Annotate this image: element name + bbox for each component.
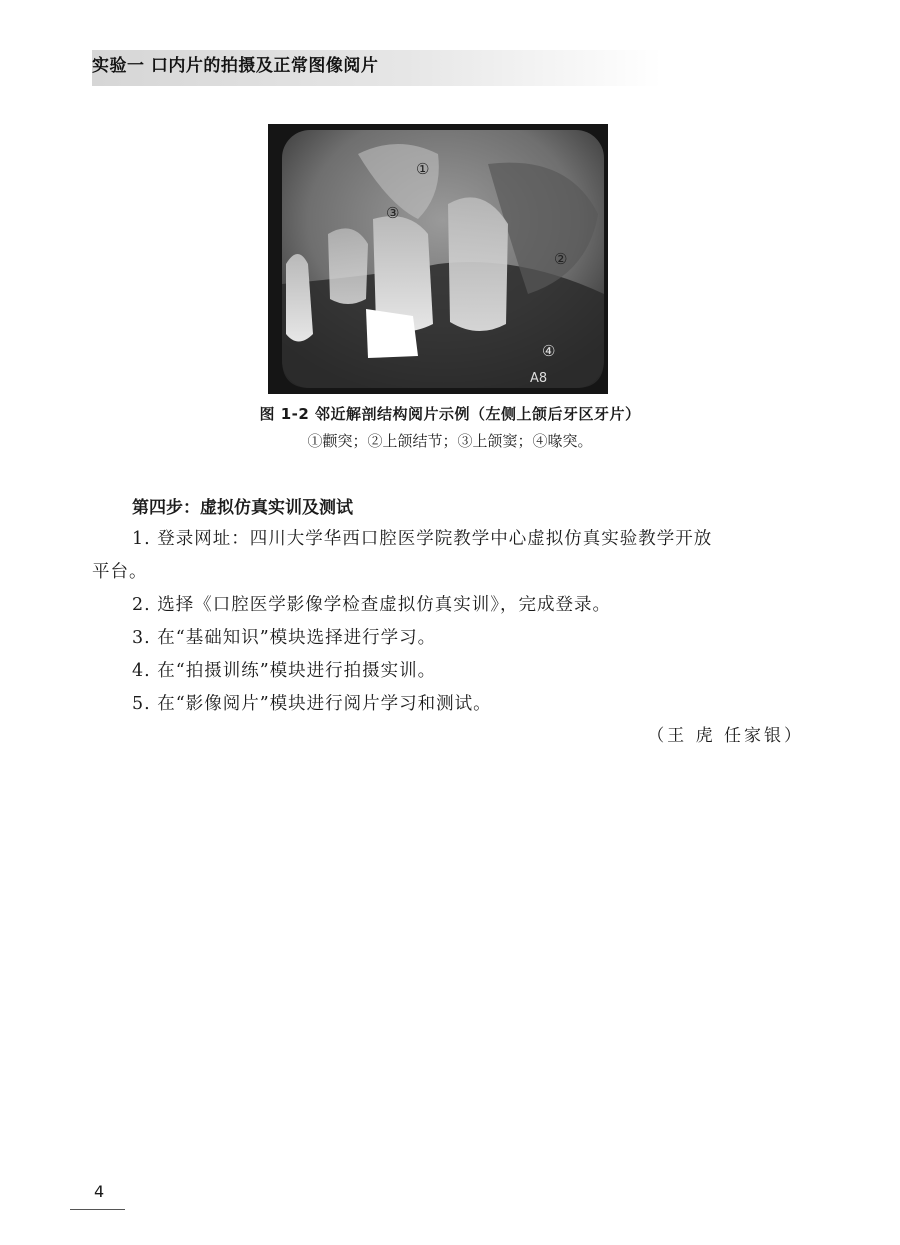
list-item-4: 4. 在“拍摄训练”模块进行拍摄实训。 bbox=[132, 661, 437, 681]
list-item-1: 1. 登录网址：四川大学华西口腔医学院教学中心虚拟仿真实验教学开放 bbox=[132, 529, 713, 549]
author-credit: （王 虎 任家银） bbox=[647, 726, 804, 746]
page-number-rule bbox=[70, 1209, 125, 1210]
film-label: A8 bbox=[530, 371, 548, 386]
list-item-1-continuation: 平台。 bbox=[92, 562, 148, 582]
marker-4: ④ bbox=[542, 342, 556, 360]
marker-3: ③ bbox=[386, 204, 400, 222]
page-number: 4 bbox=[94, 1182, 105, 1201]
dental-xray-image bbox=[268, 124, 608, 394]
restoration-filling bbox=[366, 309, 418, 358]
list-item-5: 5. 在“影像阅片”模块进行阅片学习和测试。 bbox=[132, 694, 492, 714]
molar-right bbox=[448, 197, 508, 331]
figure-caption-legend: ①颧突；②上颌结节；③上颌窦；④喙突。 bbox=[307, 432, 593, 450]
section-heading: 第四步：虚拟仿真实训及测试 bbox=[132, 498, 353, 518]
marker-1: ① bbox=[416, 160, 430, 178]
xray-figure bbox=[268, 124, 608, 394]
figure-caption-title: 图 1-2 邻近解剖结构阅片示例（左侧上颌后牙区牙片） bbox=[259, 405, 641, 423]
list-item-2: 2. 选择《口腔医学影像学检查虚拟仿真实训》，完成登录。 bbox=[132, 595, 612, 615]
marker-2: ② bbox=[554, 250, 568, 268]
running-header-title: 实验一 口内片的拍摄及正常图像阅片 bbox=[92, 56, 379, 76]
list-item-3: 3. 在“基础知识”模块选择进行学习。 bbox=[132, 628, 437, 648]
